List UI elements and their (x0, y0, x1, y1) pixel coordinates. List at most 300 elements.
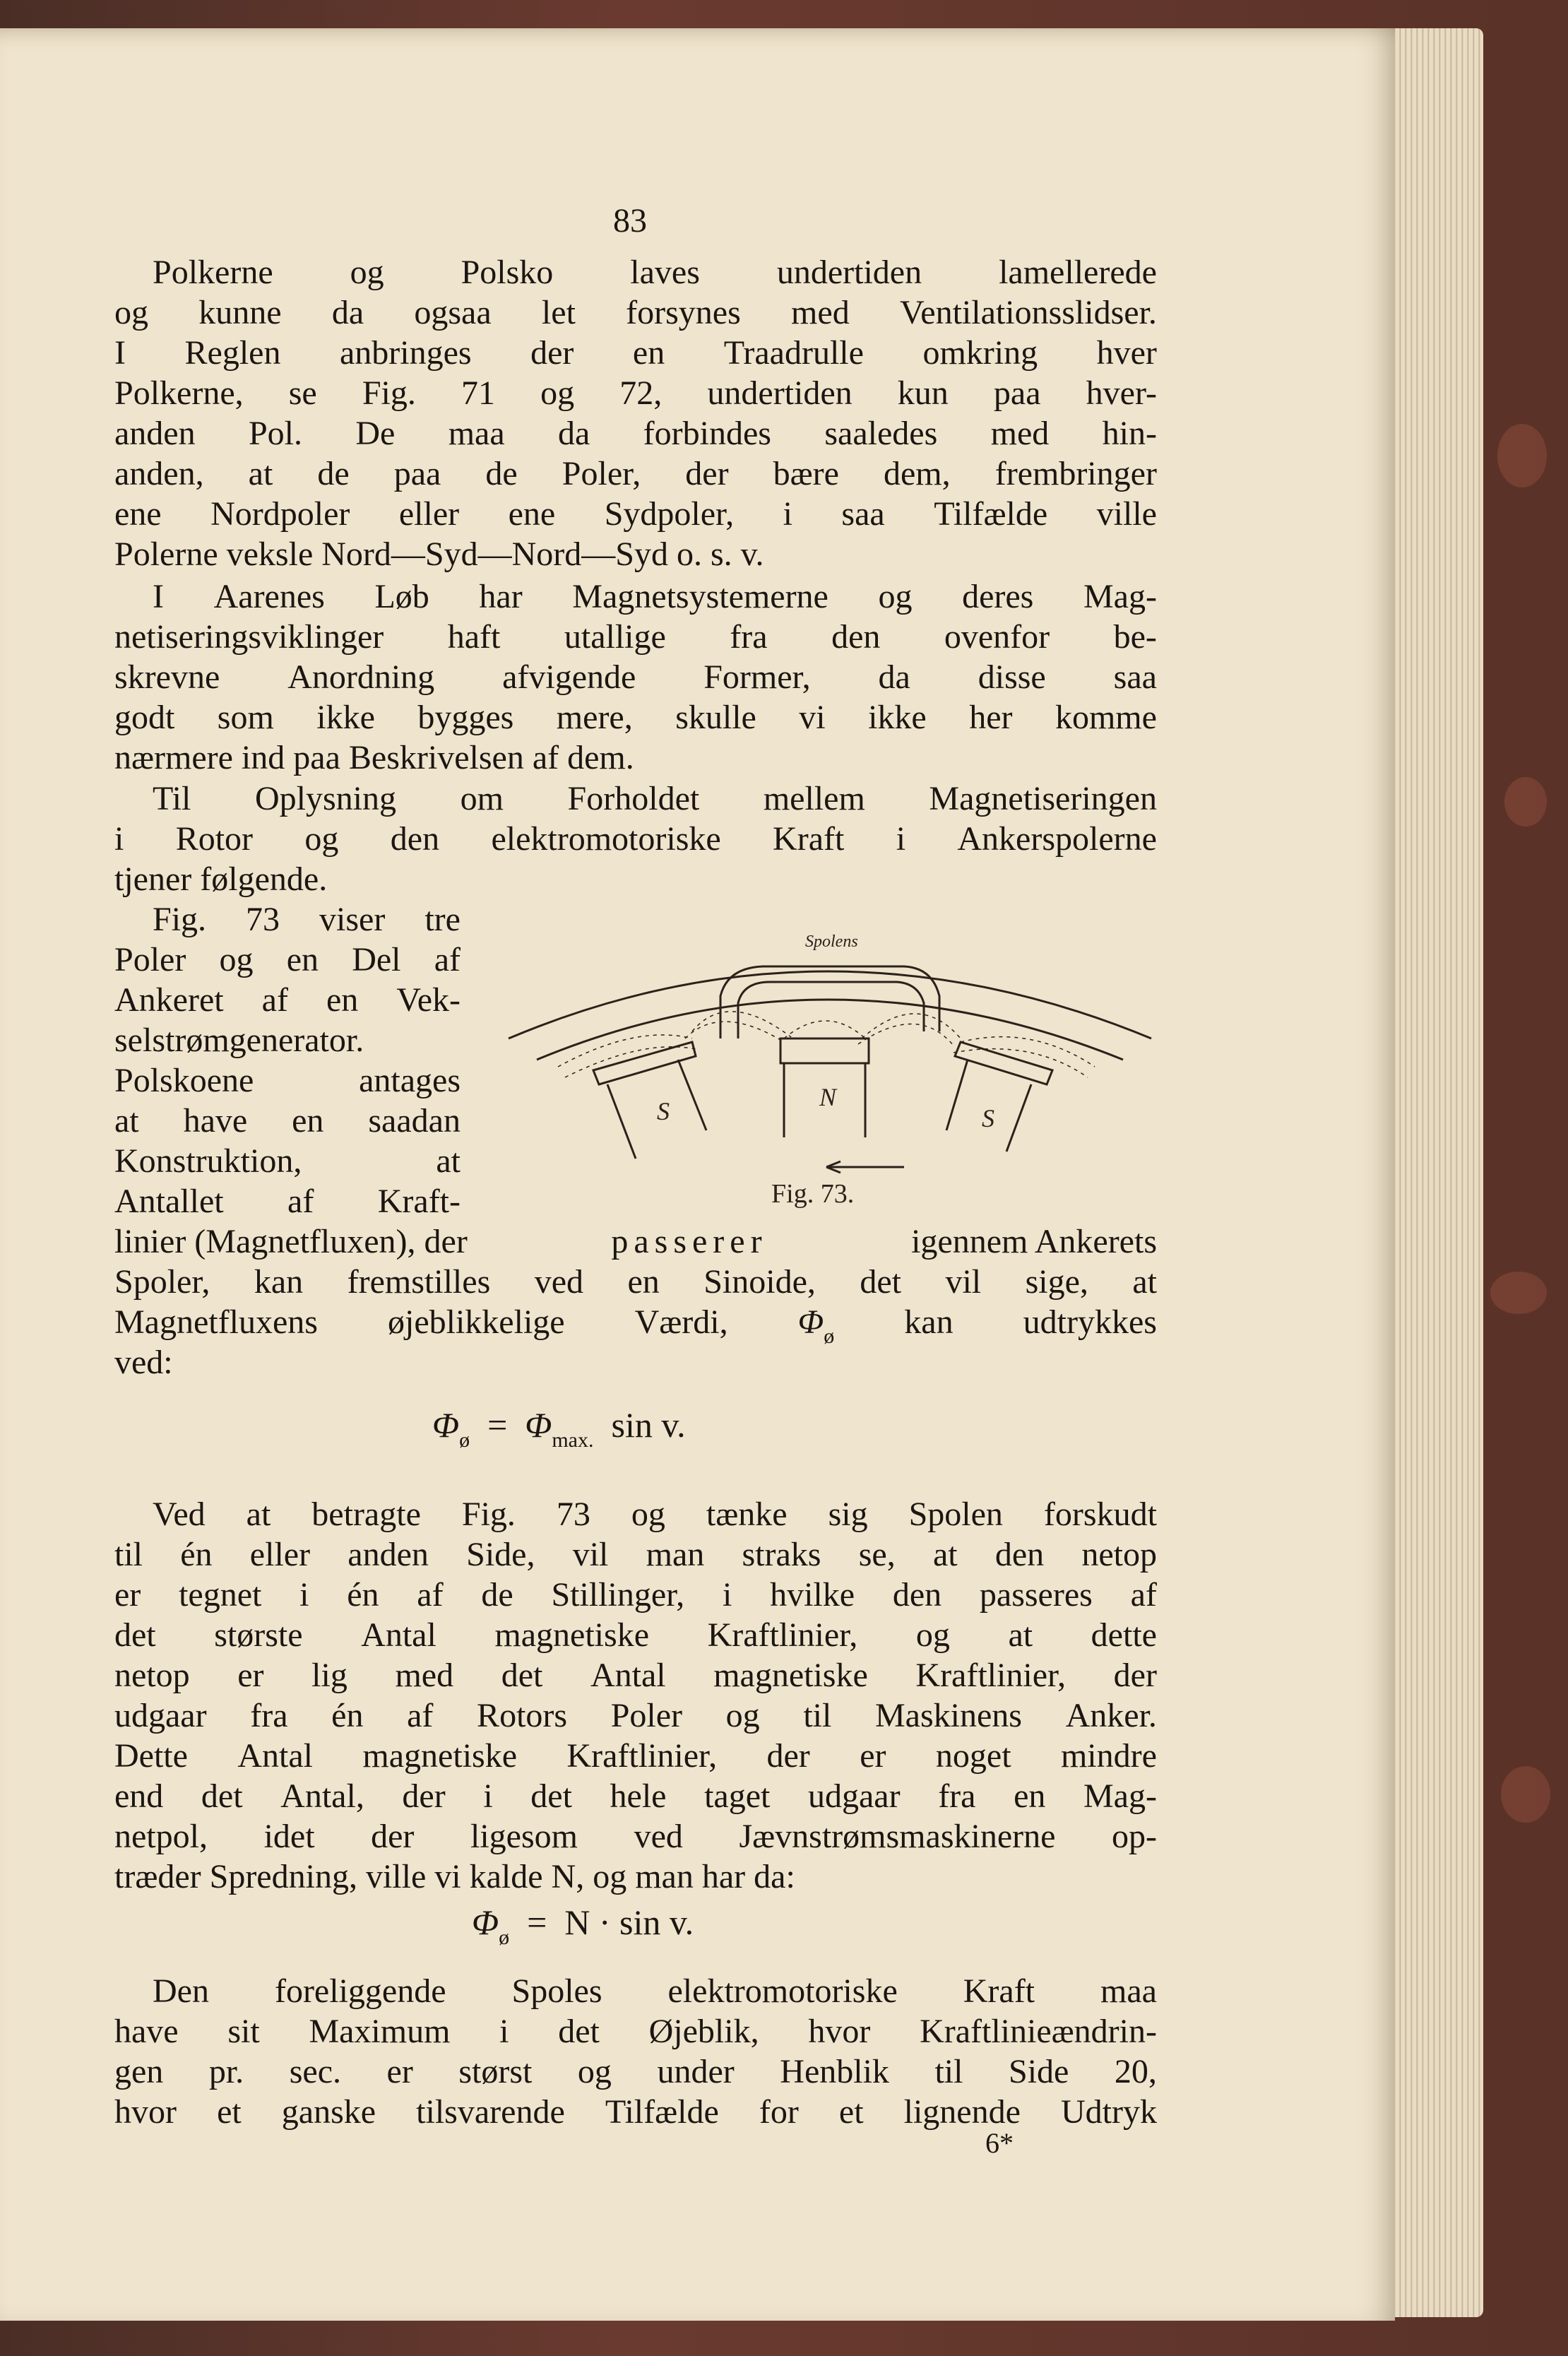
equals-sign: = (527, 1902, 547, 1942)
formula-2 (472, 1902, 694, 1950)
word: Traadrulle (723, 334, 864, 372)
word: Rotor (175, 820, 254, 858)
word: ene (508, 495, 556, 533)
word: igennem Ankerets (911, 1223, 1157, 1260)
word: største (214, 1616, 303, 1654)
word: og (114, 294, 148, 331)
word: Konstruktion, (114, 1142, 302, 1180)
word: Antal (237, 1737, 313, 1775)
word: eller (249, 1536, 311, 1573)
word: straks (742, 1536, 821, 1573)
word: Former, (703, 658, 811, 696)
coil-outline (720, 966, 939, 1038)
word: Poler, (562, 455, 641, 492)
word: at (932, 1536, 958, 1573)
word: kan (254, 1263, 304, 1301)
phi-symbol: Φ (525, 1405, 552, 1445)
word: frembringer (994, 455, 1157, 492)
word: ganske (281, 2093, 376, 2131)
word: op- (1112, 1818, 1157, 1855)
word: man (646, 1536, 705, 1573)
coil-inner (738, 982, 924, 1038)
word: pr. (208, 2053, 244, 2090)
word: ene (114, 495, 162, 533)
word: til (114, 1536, 143, 1573)
word: kan (904, 1303, 954, 1341)
word: mindre (1060, 1737, 1157, 1775)
word: mellem (763, 780, 865, 817)
word: de (481, 1576, 513, 1614)
word: ved (534, 1263, 584, 1301)
word: da (878, 658, 910, 696)
pole-left-side2 (678, 1060, 706, 1130)
word: ville (1096, 495, 1157, 533)
text-line (114, 413, 1157, 454)
word: sige, (1025, 1263, 1088, 1301)
word: Løb (374, 578, 429, 615)
phi-symbol: Φ (432, 1405, 460, 1445)
word: af (417, 1576, 444, 1614)
word: i (114, 820, 124, 858)
text-line: tjener følgende. (114, 860, 328, 898)
word: ikke (316, 699, 375, 736)
word: den (831, 618, 881, 656)
word: vil (572, 1536, 609, 1573)
word: det (860, 1263, 901, 1301)
word: ved (634, 1818, 683, 1855)
text-line (114, 779, 1157, 819)
formula-subscript: max. (552, 1428, 594, 1452)
emphasized-word: passerer (611, 1223, 768, 1260)
word: hin- (1102, 415, 1157, 452)
word: Tilfælde (934, 495, 1048, 533)
word: det (558, 2013, 600, 2050)
word: størst (458, 2053, 533, 2090)
word: skulle (675, 699, 756, 736)
word: i (499, 2013, 509, 2050)
word: hvor (808, 2013, 871, 2050)
cover-marbling (1490, 1272, 1547, 1314)
word: Mag- (1083, 1777, 1157, 1815)
word: der (530, 334, 574, 372)
word: paa (393, 455, 441, 492)
flux-line (954, 1049, 1088, 1077)
word: I (153, 578, 164, 615)
text-line (114, 940, 461, 980)
word: Maskinens (874, 1697, 1022, 1734)
text-line (114, 292, 1157, 333)
word: Rotors (477, 1697, 568, 1734)
word: se, (858, 1536, 896, 1573)
word: noget (935, 1737, 1011, 1775)
text-line (114, 1262, 1157, 1302)
word: foreliggende (274, 1972, 446, 2010)
word: saa (1113, 658, 1157, 696)
figure-caption: Fig. 73. (771, 1179, 855, 1209)
word: magnetiske (494, 1616, 649, 1654)
word: Poler (610, 1697, 683, 1734)
word: sig (828, 1496, 868, 1533)
word: I (114, 334, 126, 372)
word: at (248, 455, 273, 492)
word: undertiden (776, 254, 922, 291)
word: Spoler, (114, 1263, 210, 1301)
word: og (915, 1616, 950, 1654)
word: 72, (619, 374, 663, 412)
word: der (1113, 1657, 1157, 1694)
word: let (541, 294, 576, 331)
word: af (407, 1697, 434, 1734)
word: Ved (153, 1496, 206, 1533)
word: vil (945, 1263, 982, 1301)
word: har (479, 578, 523, 615)
word: der (371, 1818, 415, 1855)
word: netiseringsviklinger (114, 618, 384, 656)
word: 71 (461, 374, 496, 412)
figure-handwritten-label: Spolens (805, 933, 858, 951)
word: udgaar (114, 1697, 207, 1734)
word: der (766, 1737, 810, 1775)
word: Side (1009, 2053, 1069, 2090)
word: en (326, 981, 359, 1019)
text-line: selstrømgenerator. (114, 1022, 364, 1059)
word: end (114, 1777, 164, 1815)
word: i (783, 495, 792, 533)
word: den (994, 1536, 1045, 1573)
text-line (114, 1575, 1157, 1615)
word: tilsvarende (416, 2093, 565, 2131)
equals-sign: = (487, 1405, 508, 1445)
word: disse (978, 658, 1046, 696)
word: Fig. (461, 1496, 516, 1533)
word: Antal, (280, 1777, 364, 1815)
word: for (759, 2093, 799, 2131)
text-line (114, 373, 1157, 413)
word: én (180, 1536, 213, 1573)
word: ovenfor (944, 618, 1050, 656)
word: tegnet (179, 1576, 262, 1614)
formula-1 (432, 1404, 686, 1452)
word: tænke (706, 1496, 788, 1533)
word: under (657, 2053, 735, 2090)
word: saa (841, 495, 885, 533)
word: Kraftlinier, (566, 1737, 718, 1775)
word: Kraft (963, 1972, 1035, 2010)
text-line (114, 576, 1157, 617)
word: i (722, 1576, 732, 1614)
word: skrevne (114, 658, 220, 696)
page-number: 83 (613, 202, 647, 239)
word: Antallet (114, 1183, 224, 1220)
word: idet (263, 1818, 315, 1855)
word: Oplysning (254, 780, 396, 817)
word: og (577, 2053, 612, 2090)
word: lignende (903, 2093, 1021, 2131)
word: og (304, 820, 339, 858)
word: Polsko (461, 254, 554, 291)
word: Magnetsystemerne (572, 578, 828, 615)
word: et (217, 2093, 242, 2131)
word: er (386, 2053, 413, 2090)
text-line (114, 494, 1157, 534)
word: en (627, 1263, 660, 1301)
word: ligesom (470, 1818, 578, 1855)
formula-subscript: ø (459, 1428, 470, 1452)
word: en (292, 1102, 324, 1139)
word: Den (153, 1972, 209, 2010)
word: passeres (979, 1576, 1093, 1614)
word: Fig. (362, 374, 416, 412)
page-edges (1384, 28, 1483, 2317)
word: Sinoide, (703, 1263, 816, 1301)
text-line (114, 1141, 461, 1181)
word: Kraftlinier, (915, 1657, 1067, 1694)
text-line (114, 2052, 1157, 2092)
text-line (114, 1060, 461, 1101)
word: med (990, 415, 1050, 452)
word: det (501, 1657, 543, 1694)
word: Tilfælde (605, 2093, 719, 2131)
word: viser (319, 901, 386, 938)
word: Polkerne (153, 254, 273, 291)
text-line (114, 2011, 1157, 2052)
word: have (114, 2013, 179, 2050)
word: Værdi, (634, 1303, 728, 1341)
text-line (114, 1494, 1157, 1534)
word: Aarenes (213, 578, 325, 615)
word: sit (227, 2013, 260, 2050)
word: magnetiske (362, 1737, 518, 1775)
word: utallige (564, 618, 666, 656)
word: hvilke (770, 1576, 855, 1614)
text-line (114, 1101, 461, 1141)
word: Magnetiseringen (929, 780, 1157, 817)
word: og (540, 374, 575, 412)
armature-arc-inner (537, 1000, 1123, 1060)
text-line (114, 1302, 1157, 1356)
word: Stillinger, (551, 1576, 685, 1614)
word: og (350, 254, 384, 291)
word: saadan (368, 1102, 461, 1139)
word: tre (424, 901, 461, 938)
word: hvor (114, 2093, 177, 2131)
word: om (460, 780, 504, 817)
word: udtrykkes (1023, 1303, 1157, 1341)
word: eller (398, 495, 460, 533)
word: netpol, (114, 1818, 208, 1855)
word: en (286, 941, 319, 978)
word: til (934, 2053, 963, 2090)
word: Antal (590, 1657, 666, 1694)
word: med (395, 1657, 454, 1694)
word: mere, (556, 699, 633, 736)
word: fremstilles (347, 1263, 491, 1301)
word: den (892, 1576, 942, 1614)
word: omkring (922, 334, 1038, 372)
text-line: nærmere ind paa Beskrivelsen af dem. (114, 739, 634, 776)
word: i (299, 1576, 309, 1614)
word: 20, (1114, 2053, 1157, 2090)
word: Spolen (908, 1496, 1003, 1533)
text-line (114, 697, 1157, 738)
text-line (114, 1776, 1157, 1816)
text-line (114, 819, 1157, 859)
word: kun (897, 374, 949, 412)
word: med (791, 294, 850, 331)
word: anden (348, 1536, 429, 1573)
word: Nordpoler (210, 495, 350, 533)
word: af (261, 981, 288, 1019)
word: Henblik (780, 2053, 889, 2090)
text-line (114, 1534, 1157, 1575)
word: godt (114, 699, 175, 736)
word: elektromotoriske (491, 820, 721, 858)
word: det (114, 1616, 156, 1654)
word: at (1008, 1616, 1033, 1654)
word: fra (938, 1777, 976, 1815)
word: er (237, 1657, 264, 1694)
text-line (114, 1971, 1157, 2011)
word: af (287, 1183, 314, 1220)
pole-label-right: S (982, 1104, 994, 1132)
cover-marbling (1497, 424, 1547, 487)
word: Jævnstrømsmaskinerne (739, 1818, 1056, 1855)
word: komme (1055, 699, 1157, 736)
word: og (725, 1697, 760, 1734)
word: Ankerspolerne (957, 820, 1157, 858)
word: fra (250, 1697, 288, 1734)
word: maa (1100, 1972, 1157, 2010)
word: én (331, 1697, 364, 1734)
word: laves (630, 254, 700, 291)
phi-symbol: $\Phi_ø$ (797, 1303, 835, 1348)
flux-line (685, 1022, 784, 1042)
signature-mark: 6* (985, 2127, 1014, 2159)
word: Maximum (309, 2013, 451, 2050)
text-line (114, 1181, 461, 1221)
text-line (114, 454, 1157, 494)
word: Anker. (1065, 1697, 1157, 1734)
word: Øjeblik, (648, 2013, 759, 2050)
pole-right-side2 (1006, 1084, 1031, 1152)
word: Mag- (1083, 578, 1157, 615)
word: fra (730, 618, 768, 656)
text-line: Polerne veksle Nord—Syd—Nord—Syd o. s. v. (114, 535, 764, 573)
word: Magnetfluxens (114, 1303, 318, 1341)
word: som (217, 699, 274, 736)
word: Vek- (396, 981, 461, 1019)
word: Side, (466, 1536, 535, 1573)
word: den (390, 820, 440, 858)
word: Del (352, 941, 401, 978)
word: gen (114, 2053, 164, 2090)
word: og (878, 578, 913, 615)
word: det (201, 1777, 243, 1815)
word: Pol. (248, 415, 302, 452)
word: Spoles (511, 1972, 602, 2010)
word: 73 (246, 901, 280, 938)
word: Ventilationsslidser. (899, 294, 1157, 331)
text-line: træder Spredning, ville vi kalde N, og man har da: (114, 1858, 795, 1895)
word: netop (1081, 1536, 1157, 1573)
word: afvigende (502, 658, 636, 696)
text-line (114, 1615, 1157, 1655)
word: Sydpoler, (604, 495, 735, 533)
word: Kraft (773, 820, 845, 858)
pole-label-left: S (657, 1097, 670, 1125)
pole-shoe-center (780, 1038, 869, 1063)
word: maa (448, 415, 505, 452)
text-line (114, 333, 1157, 373)
word: Ankeret (114, 981, 224, 1019)
word: sec. (289, 2053, 342, 2090)
word: Udtryk (1060, 2093, 1157, 2131)
word: der (402, 1777, 446, 1815)
word: have (183, 1102, 248, 1139)
word: i (896, 820, 906, 858)
cover-marbling (1501, 1766, 1550, 1823)
text-line (114, 617, 1157, 657)
word: anden (114, 415, 196, 452)
word: saaledes (824, 415, 938, 452)
word: her (969, 699, 1013, 736)
word: og (631, 1496, 665, 1533)
word: der (685, 455, 729, 492)
formula-rhs: N · sin v. (564, 1902, 694, 1942)
word: magnetiske (713, 1657, 868, 1694)
word: netop (114, 1657, 190, 1694)
word: ogsaa (414, 294, 492, 331)
word: 73 (556, 1496, 590, 1533)
word: ikke (868, 699, 927, 736)
word: det (530, 1777, 572, 1815)
word: taget (704, 1777, 771, 1815)
word: da (331, 294, 364, 331)
word: De (355, 415, 396, 452)
word: en (1014, 1777, 1046, 1815)
word: deres (962, 578, 1034, 615)
word: bære (773, 455, 839, 492)
word: elektromotoriske (667, 1972, 898, 2010)
word: øjeblikkelige (387, 1303, 565, 1341)
word: at (436, 1142, 461, 1180)
text-line (114, 252, 1157, 292)
word: Antal (361, 1616, 436, 1654)
word: til (803, 1697, 832, 1734)
word: af (1130, 1576, 1157, 1614)
word: da (558, 415, 590, 452)
flux-line (784, 1021, 865, 1038)
formula-tail: sin v. (611, 1405, 686, 1445)
word: Polkerne, (114, 374, 244, 412)
figure-73 (494, 918, 1158, 1187)
word: de (317, 455, 350, 492)
word: bygges (417, 699, 514, 736)
pole-right-side1 (946, 1060, 968, 1130)
word: Forholdet (567, 780, 700, 817)
word: paa (993, 374, 1041, 412)
phi-symbol: Φ (472, 1902, 499, 1942)
pole-left-side1 (607, 1084, 636, 1159)
word: lamellerede (999, 254, 1157, 291)
word: er (860, 1737, 886, 1775)
word: hele (610, 1777, 667, 1815)
word: Fig. (153, 901, 207, 938)
word: dem, (884, 455, 951, 492)
word: Polskoene (114, 1062, 254, 1099)
word: én (347, 1576, 379, 1614)
word: se (288, 374, 317, 412)
